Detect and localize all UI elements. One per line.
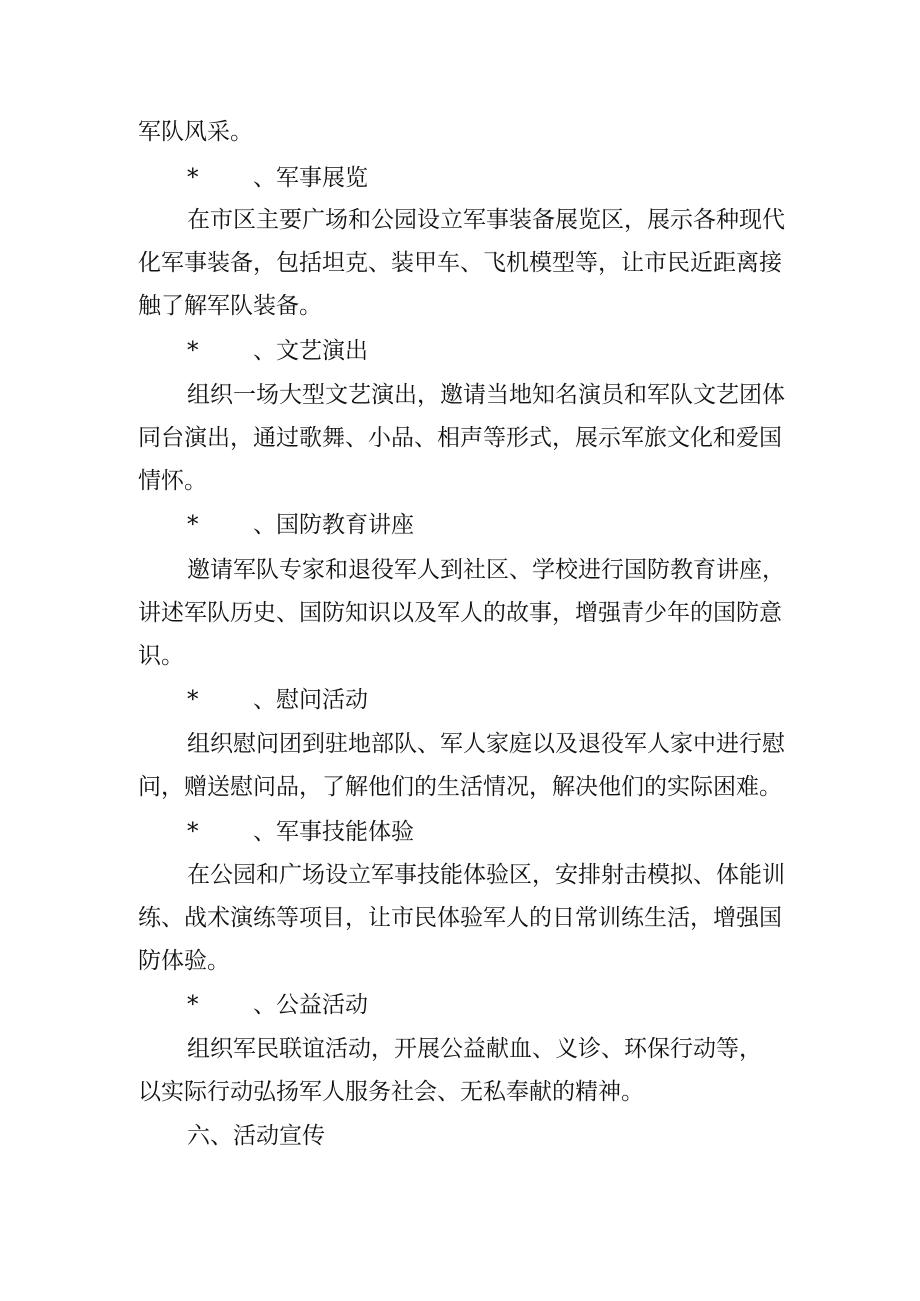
bullet-marker: * (187, 687, 199, 713)
section-heading-condolence: 、慰问活动 (253, 687, 368, 713)
paragraph-line: 识。 (138, 643, 184, 669)
paragraph-line: 在市区主要广场和公园设立军事装备展览区，展示各种现代 (187, 207, 785, 233)
section-heading-publicity: 六、活动宣传 (187, 1123, 325, 1149)
bullet-marker: * (187, 165, 199, 191)
paragraph-line: 防体验。 (138, 948, 230, 974)
section-heading-performance: 、文艺演出 (253, 338, 368, 364)
bullet-marker: * (187, 512, 199, 538)
section-heading-defense-lecture: 、国防教育讲座 (253, 512, 414, 538)
paragraph-line: 在公园和广场设立军事技能体验区，安排射击模拟、体能训 (187, 862, 785, 888)
section-heading-military-exhibition: 、军事展览 (253, 165, 368, 191)
paragraph-line: 问，赠送慰问品，了解他们的生活情况，解决他们的实际困难。 (138, 774, 782, 800)
bullet-marker: * (187, 992, 199, 1018)
paragraph-line: 触了解军队装备。 (138, 293, 322, 319)
paragraph-line: 情怀。 (138, 468, 207, 494)
paragraph-line: 组织一场大型文艺演出，邀请当地知名演员和军队文艺团体 (187, 382, 785, 408)
paragraph-line: 邀请军队专家和退役军人到社区、学校进行国防教育讲座， (187, 557, 785, 583)
section-heading-skills-experience: 、军事技能体验 (253, 819, 414, 845)
paragraph-line: 军队风采。 (138, 119, 253, 145)
paragraph-line: 化军事装备，包括坦克、装甲车、飞机模型等，让市民近距离接 (138, 250, 782, 276)
bullet-marker: * (187, 338, 199, 364)
paragraph-line: 同台演出，通过歌舞、小品、相声等形式，展示军旅文化和爱国 (138, 425, 782, 451)
bullet-marker: * (187, 819, 199, 845)
section-heading-public-welfare: 、公益活动 (253, 992, 368, 1018)
paragraph-line: 练、战术演练等项目，让市民体验军人的日常训练生活，增强国 (138, 905, 782, 931)
paragraph-line: 组织慰问团到驻地部队、军人家庭以及退役军人家中进行慰 (187, 731, 785, 757)
paragraph-line: 以实际行动弘扬军人服务社会、无私奉献的精神。 (138, 1079, 644, 1105)
paragraph-line: 组织军民联谊活动，开展公益献血、义诊、环保行动等， (187, 1036, 762, 1062)
paragraph-line: 讲述军队历史、国防知识以及军人的故事，增强青少年的国防意 (138, 600, 782, 626)
